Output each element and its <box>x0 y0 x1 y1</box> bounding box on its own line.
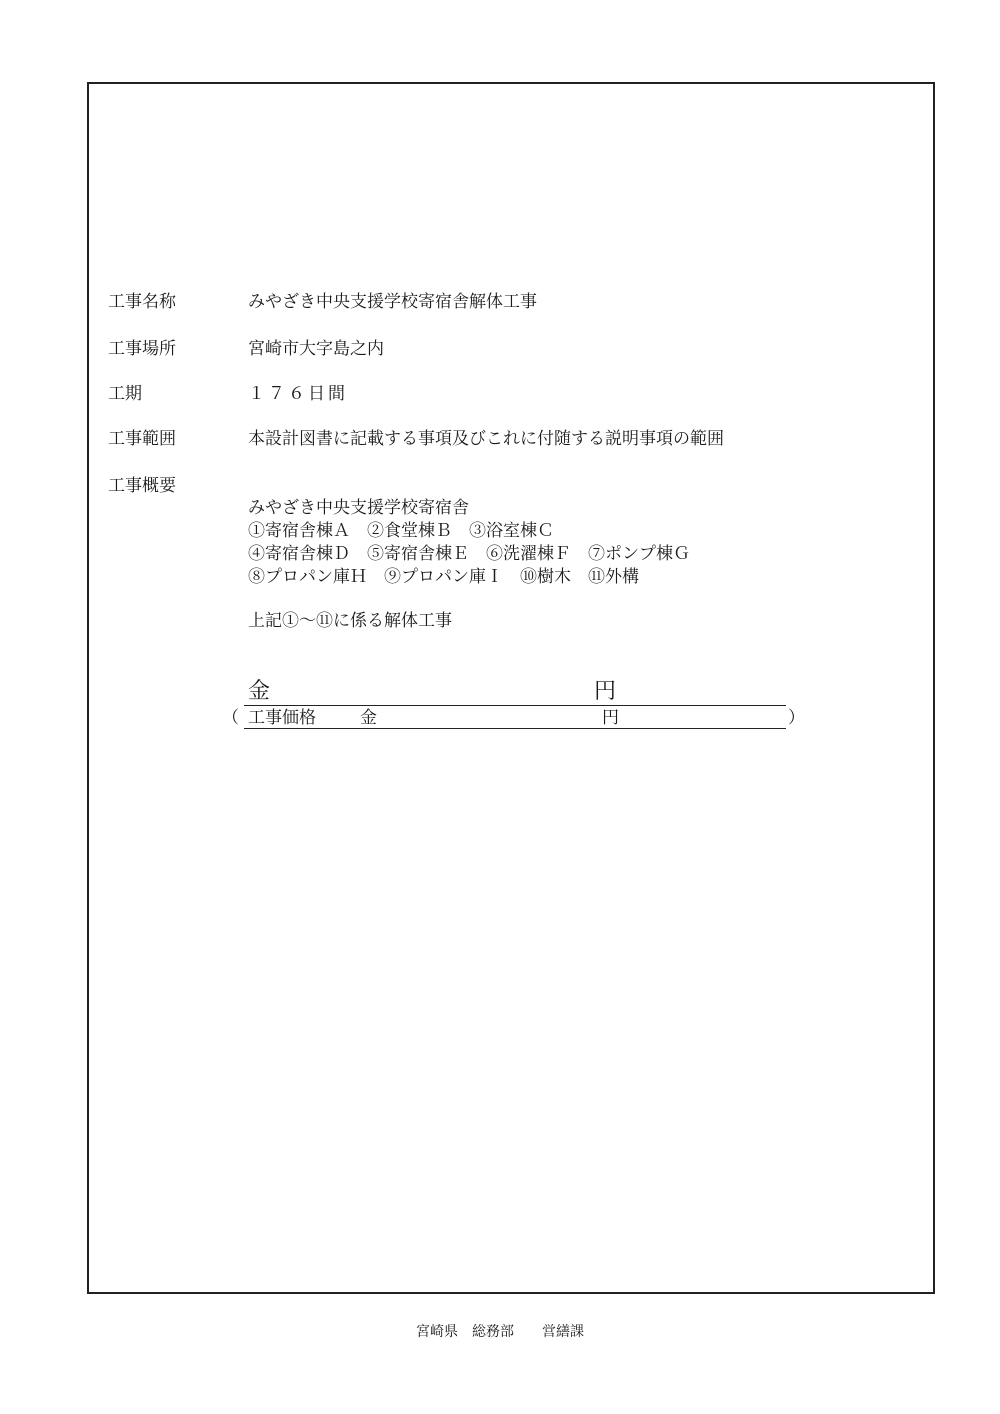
construction-price-kin: 金 <box>360 708 377 728</box>
overview-line: みやざき中央支援学校寄宿舎 <box>248 498 469 518</box>
overview-line: ④寄宿舎棟Ｄ ⑤寄宿舎棟Ｅ ⑥洗濯棟Ｆ ⑦ポンプ棟Ｇ <box>248 544 690 564</box>
field-label-location: 工事場所 <box>108 339 176 359</box>
field-label-project-name: 工事名称 <box>108 292 176 312</box>
construction-price-underline <box>244 728 786 729</box>
field-value-period: １７６日間 <box>248 384 348 404</box>
construction-price-yen: 円 <box>602 708 619 728</box>
field-label-overview: 工事概要 <box>108 476 176 496</box>
footer-department: 宮崎県 総務部 営繕課 <box>416 1324 584 1340</box>
overview-line: ①寄宿舎棟Ａ ②食堂棟Ｂ ③浴室棟Ｃ <box>248 521 554 541</box>
field-label-period: 工期 <box>108 384 142 404</box>
price-underline <box>244 705 786 706</box>
paren-close: ） <box>788 708 805 728</box>
document-frame <box>87 82 935 1294</box>
field-value-scope: 本設計図書に記載する事項及びこれに付随する説明事項の範囲 <box>248 429 724 449</box>
price-yen: 円 <box>594 679 617 704</box>
field-value-location: 宮崎市大字島之内 <box>248 339 384 359</box>
price-kin: 金 <box>248 679 271 704</box>
field-label-scope: 工事範囲 <box>108 429 176 449</box>
overview-line: ⑧プロパン庫Ｈ ⑨プロパン庫Ｉ ⑩樹木 ⑪外構 <box>248 567 639 587</box>
field-value-project-name: みやざき中央支援学校寄宿舎解体工事 <box>248 292 537 312</box>
overview-summary: 上記①～⑪に係る解体工事 <box>248 611 452 631</box>
construction-price-label: 工事価格 <box>248 708 316 728</box>
paren-open: （ <box>222 708 239 728</box>
